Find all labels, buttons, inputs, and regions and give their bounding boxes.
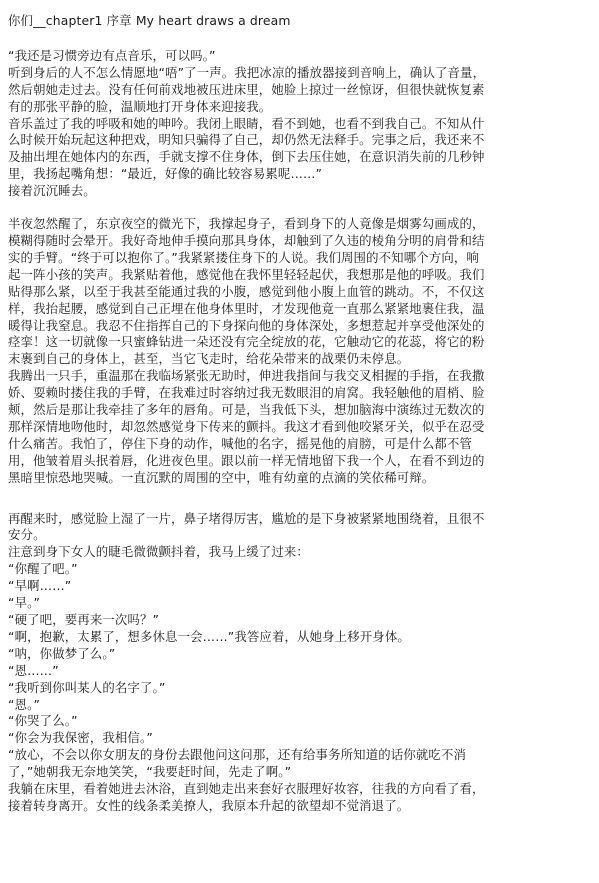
text-line: 音乐盖过了我的呼吸和她的呻吟。我闭上眼睛，看不到她，也看不到我自己。不知从什 <box>8 115 485 131</box>
text-line: “恩。” <box>8 696 41 712</box>
paragraph-3 <box>8 511 589 815</box>
text-line: 黑暗里惊恐地哭喊。一直沉默的周围的空中，唯有幼童的点滴的笑依稀可辩。 <box>8 469 435 485</box>
text-line: 安分。 <box>8 527 46 543</box>
text-line: 颊，然后是那让我牵挂了多年的唇角。可是，当我低下头，想加脑海中演练过无数次的 <box>8 402 485 418</box>
text-line: 我腾出一只手，重温那在我临场紧张无助时，伸进我指间与我交叉相握的手指，在我撒 <box>8 368 485 384</box>
text-line: 末裹到自己的身体上，甚至，当它飞走时，给花朵带来的战栗仍未停息。 <box>8 351 410 367</box>
text-line: “你哭了么。” <box>8 713 78 729</box>
text-line: “硬了吧，要再来一次吗？” <box>8 612 160 627</box>
text-line: 然后朝她走过去。没有任何前戏地被压进床里，她脸上掠过一丝惊讶，但很快就恢复素 <box>8 81 485 97</box>
paragraph-2 <box>8 216 589 487</box>
text-line: 起一阵小孩的笑声。我紧贴着他，感觉他在我怀里轻轻起伏，我想那是他的呼吸。我们 <box>8 266 485 282</box>
text-line: 听到身后的人不怎么情愿地“唔”了一声。我把冰凉的播放器接到音响上，确认了音量， <box>8 64 486 80</box>
text-line: “我听到你叫某人的名字了。” <box>8 679 166 695</box>
text-line: 接着沉沉睡去。 <box>8 183 96 199</box>
document-title: 你们__chapter1 序章 My heart draws a dream <box>8 13 291 28</box>
text-line: “你醒了吧。” <box>8 561 78 577</box>
text-line: 那样深情地吻他时，却忽然感觉身下传来的颤抖。我这才看到他咬紧牙关，似乎在忍受 <box>8 418 485 434</box>
text-line: “啊，抱歉，太累了，想多休息一会……”我答应着，从她身上移开身体。 <box>8 628 410 644</box>
text-line: “我还是习惯旁边有点音乐，可以吗。” <box>8 47 216 63</box>
text-line: “早。” <box>8 595 41 611</box>
text-line: 娇、耍赖时搂住我的手臂，在我难过时容纳过我无数眼泪的肩窝。我轻触他的眉梢、脸 <box>8 385 485 401</box>
text-line: 实的手臂。“终于可以抱你了。”我紧紧搂住身下的人说。我们周围的不知哪个方向，响 <box>8 249 479 265</box>
text-line: “呐，你做梦了么。” <box>8 645 116 661</box>
text-line: 有的那张平静的脸，温顺地打开身体来迎接我。 <box>8 98 272 114</box>
text-line: 什么痛苦。我怕了，停住下身的动作，喊他的名字，摇晃他的肩膀，可是什么都不管 <box>8 435 473 451</box>
text-line: 用，他皱着眉头抿着唇，化进夜色里。跟以前一样无情地留下我一个人，在看不到边的 <box>8 452 485 468</box>
paragraph-1 <box>8 48 589 200</box>
text-line: 里，我扬起嘴角想：“最近，好像的确比较容易累呢……” <box>8 166 323 182</box>
text-line: 样，我抬起腰，感觉到自己正埋在他身体里时，才发现他竟一直那么紧紧地裹住我，温 <box>8 300 485 316</box>
text-line: 及抽出埋在她体内的东西，手就支撑不住身体，倒下去压住她，在意识消失前的几秒钟 <box>8 149 485 165</box>
text-line: 贴得那么紧，以至于我甚至能通过我的小腹，感觉到他小腹上血管的跳动。不，不仅这 <box>8 283 485 299</box>
text-line: 模糊得随时会晕开。我好奇地伸手摸向那具身体，却触到了久违的棱角分明的肩骨和结 <box>8 232 485 248</box>
text-line: 么时候开始玩起这种把戏，明知只骗得了自己，却仍然无法释手。完事之后，我还来不 <box>8 132 485 148</box>
text-line: 痉挛！这一切就像一只蜜蜂钻进一朵还没有完全绽放的花，它触动它的花蕊，将它的粉 <box>8 334 485 350</box>
text-line: 再醒来时，感觉脸上湿了一片，鼻子堵得厉害，尴尬的是下身被紧紧地围绕着，且很不 <box>8 510 485 526</box>
text-line: “早啊……” <box>8 578 72 594</box>
text-line: 暖得让我窒息。我忍不住指挥自己的下身探向他的身体深处，多想惹起并享受他深处的 <box>8 317 485 333</box>
text-line: “放心，不会以你女朋友的身份去跟他问这问那，还有给事务所知道的话你就吃不消 <box>8 747 467 763</box>
text-line: “恩……” <box>8 662 59 678</box>
text-line: 了，”她朝我无奈地笑笑，“我要赶时间，先走了啊。” <box>8 764 292 780</box>
text-line: “你会为我保密，我相信。” <box>8 730 153 746</box>
text-line: 接着转身离开。女性的线条柔美撩人，我原本升起的欲望却不觉消退了。 <box>8 797 410 813</box>
text-line: 我躺在床里，看着她进去沐浴，直到她走出来套好衣服理好妆容，往我的方向看了看， <box>8 781 485 797</box>
text-line: 半夜忽然醒了，东京夜空的微光下，我撑起身子，看到身下的人竟像是烟雾勾画成的， <box>8 216 485 232</box>
text-line: 注意到身下女人的睫毛微微颤抖着，我马上缓了过来： <box>8 544 309 560</box>
